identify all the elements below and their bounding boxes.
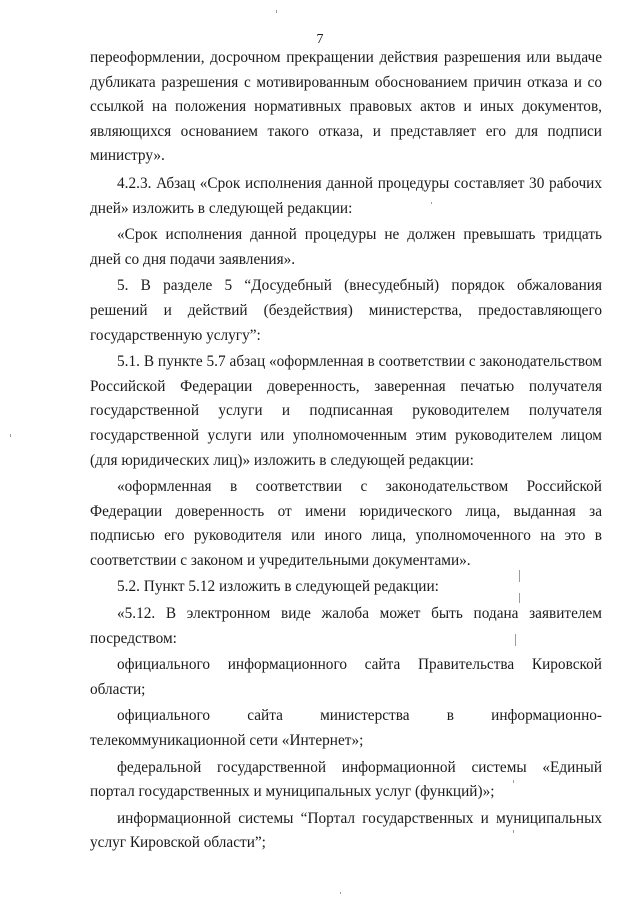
paragraph-5-1: 5.1. В пункте 5.7 абзац «оформленная в соответствии с законодательством Российской Федерации доверенность, заверенная печатью получателя государственной услуги и подписанная руководителем получателя государственной услуги или уполномоченным этим руководителем лицом (для юридических лиц)» изложить в следующей редакции: — [90, 353, 602, 469]
document-body — [90, 46, 602, 856]
scan-speck — [513, 830, 514, 833]
scan-speck — [431, 202, 432, 204]
scan-speck — [340, 892, 341, 894]
list-item-regional-portal: информационной системы “Портал государственных и муниципальных услуг Кировской области”; — [90, 809, 602, 852]
list-item-government-site: официального информационного сайта Правительства Кировской области; — [90, 656, 602, 698]
list-item-ministry-site: официального сайта министерства в информационно-телекоммуникационной сети «Интернет»; — [90, 707, 602, 750]
paragraph-section-5: 5. В разделе 5 “Досудебный (внесудебный) порядок обжалования решений и действий (бездействия) министерства, предоставляющего государственную услугу”: — [90, 277, 602, 344]
scan-speck — [513, 780, 514, 783]
paragraph-quoted-term: «Срок исполнения данной процедуры не должен превышать тридцать дней со дня подачи заявления». — [90, 226, 602, 268]
paragraph-5-2: 5.2. Пункт 5.12 изложить в следующей редакции: — [117, 578, 439, 596]
paragraph-quoted-power-of-attorney: «оформленная в соответствии с законодательством Российской Федерации доверенность от имени юридического лица, выданная за подписью его руководителя или иного лица, уполномоченного на это в соответствии с законом и учредительными документами». — [90, 478, 602, 569]
list-item-federal-portal: федеральной государственной информационной системы «Единый портал государственных и муниципальных услуг (функций)»; — [90, 758, 602, 801]
scan-speck — [515, 634, 516, 646]
paragraph-continuation: переоформлении, досрочном прекращении действия разрешения или выдаче дубликата разрешения с мотивированным обоснованием причин отказа и со ссылкой на положения нормативных правовых актов и иных документов, являющихся основанием такого отказа, и представляет его для подписи министру». — [90, 49, 602, 165]
scan-speck — [519, 570, 520, 582]
paragraph-5-12: «5.12. В электронном виде жалоба может быть подана заявителем посредством: — [90, 605, 602, 647]
scan-speck — [10, 434, 11, 437]
page-number: 7 — [316, 32, 324, 47]
scan-speck — [519, 593, 520, 603]
scan-speck — [276, 10, 277, 13]
paragraph-4-2-3: 4.2.3. Абзац «Срок исполнения данной процедуры составляет 30 рабочих дней» изложить в следующей редакции: — [90, 174, 602, 217]
